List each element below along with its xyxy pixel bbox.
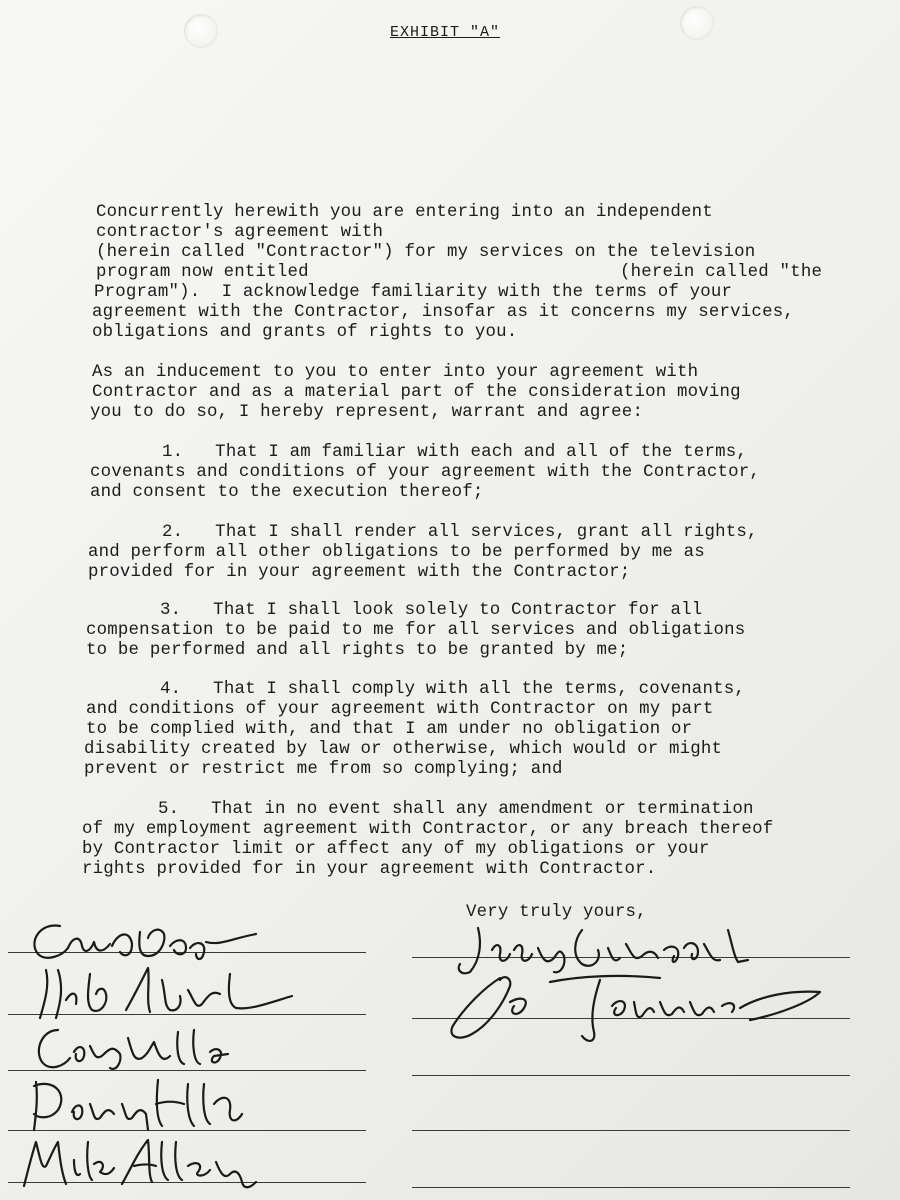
handwritten-signature xyxy=(10,1130,270,1196)
item3-line: to be performed and all rights to be granted by me; xyxy=(86,641,629,660)
para1-line: program now entitled xyxy=(96,263,309,282)
signature-line xyxy=(412,1187,850,1188)
para1-line: (herein called "Contractor") for my services on the television xyxy=(96,243,756,262)
para1-line: (herein called "the xyxy=(620,263,823,282)
item4-line: 4. That I shall comply with all the terms, covenants, xyxy=(160,680,745,699)
item5-line: of my employment agreement with Contractor, or any breach thereof xyxy=(82,820,774,839)
item5-line: by Contractor limit or affect any of my obligations or your xyxy=(82,840,710,859)
handwritten-signature xyxy=(30,960,310,1022)
item2-line: 2. That I shall render all services, grant all rights, xyxy=(162,523,758,542)
item3-line: 3. That I shall look solely to Contractor for all xyxy=(160,601,703,620)
para2-line: you to do so, I hereby represent, warrant and agree: xyxy=(90,403,644,422)
item4-line: to be complied with, and that I am under no obligation or xyxy=(86,720,693,739)
para1-line: Concurrently herewith you are entering into an independent xyxy=(96,203,713,222)
item4-line: and conditions of your agreement with Contractor on my part xyxy=(86,700,714,719)
item2-line: and perform all other obligations to be performed by me as xyxy=(88,543,705,562)
para2-line: As an inducement to you to enter into your agreement with xyxy=(92,363,699,382)
para1-line: Program"). I acknowledge familiarity with the terms of your xyxy=(94,283,733,302)
punch-hole xyxy=(680,6,714,40)
handwritten-signature xyxy=(440,962,840,1052)
para2-line: Contractor and as a material part of the consideration moving xyxy=(92,383,741,402)
punch-hole xyxy=(184,14,218,48)
item5-line: rights provided for in your agreement with Contractor. xyxy=(82,860,657,879)
closing-salutation: Very truly yours, xyxy=(466,903,647,922)
signature-line xyxy=(412,1130,850,1131)
item4-line: disability created by law or otherwise, which would or might xyxy=(84,740,723,759)
para1-line: contractor's agreement with xyxy=(96,223,384,242)
item5-line: 5. That in no event shall any amendment or termination xyxy=(158,800,754,819)
signature-line xyxy=(412,1075,850,1076)
item1-line: covenants and conditions of your agreement with the Contractor, xyxy=(90,463,761,482)
exhibit-title: EXHIBIT "A" xyxy=(390,24,501,41)
handwritten-signature xyxy=(24,1018,244,1074)
item3-line: compensation to be paid to me for all services and obligations xyxy=(86,621,746,640)
para1-line: obligations and grants of rights to you. xyxy=(92,323,518,342)
item2-line: provided for in your agreement with the Contractor; xyxy=(88,563,631,582)
item1-line: 1. That I am familiar with each and all of the terms, xyxy=(162,443,747,462)
item1-line: and consent to the execution thereof; xyxy=(90,483,484,502)
item4-line: prevent or restrict me from so complying; and xyxy=(84,760,563,779)
para1-line: agreement with the Contractor, insofar as it concerns my services, xyxy=(92,303,794,322)
